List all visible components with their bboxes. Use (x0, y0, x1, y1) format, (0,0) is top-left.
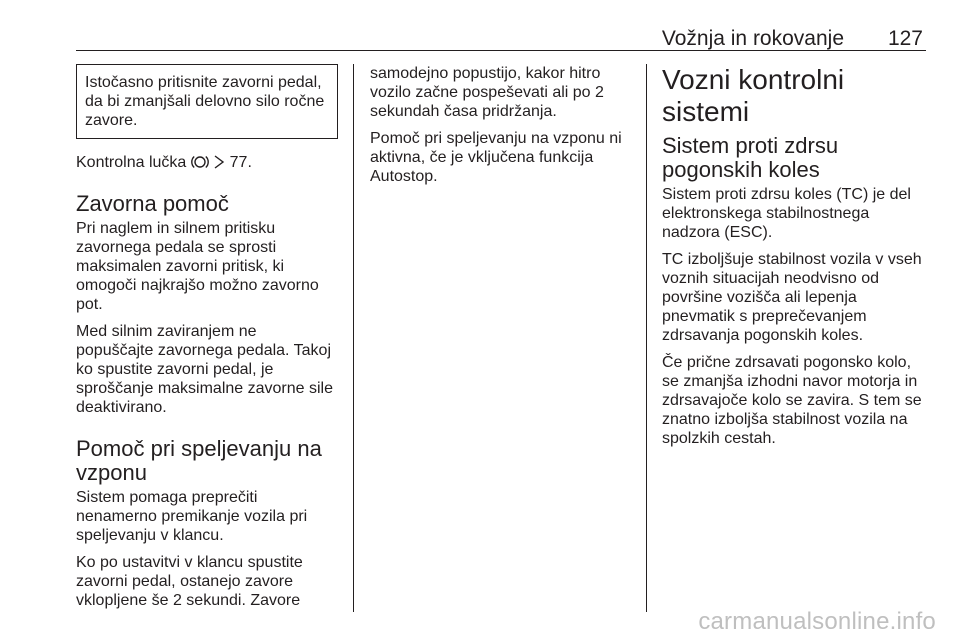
heading-hill-start-assist: Pomoč pri speljevanju na vzponu (76, 436, 322, 485)
page-reference-arrow-icon[interactable] (213, 154, 225, 170)
page-header (76, 0, 926, 50)
column-divider-2 (646, 64, 647, 612)
page-number: 127 (887, 27, 923, 50)
indicator-page-link[interactable]: 77. (229, 154, 252, 171)
notice-box (76, 64, 338, 139)
watermark: carmanualsonline.info (698, 608, 936, 635)
paragraph: samodejno popustijo, kakor hitro vozilo začne pospeševati ali po 2 sekundah časa pridržanja. (370, 65, 604, 120)
heading-brake-assist: Zavorna pomoč (76, 191, 229, 216)
header-rule (76, 50, 926, 51)
notice-text: Istočasno pritisnite zavorni pedal, da bi zmanjšali delovno silo ročne zavore. (85, 74, 325, 129)
indicator-label: Kontrolna lučka (76, 154, 187, 171)
paragraph: Pri naglem in silnem pritisku zavornega pedala se sprosti maksimalen zavorni pritisk, ki omogoči najkrajšo možno zavorno pot. (76, 220, 319, 313)
paragraph: TC izboljšuje stabilnost vozila v vseh voznih situacijah neodvisno od površine vozišča ali lepenja pnevmatik s preprečevanjem zdrsavanja pogonskih koles. (662, 251, 922, 344)
paragraph: Če prične zdrsavati pogonsko kolo, se zmanjša izhodni navor motorja in zdrsavajoče kolo se zavira. S tem se znatno izboljša stabilnost vozila na spolzkih cestah. (662, 354, 922, 447)
column-3 (662, 64, 930, 456)
paragraph: Med silnim zaviranjem ne popuščajte zavornega pedala. Takoj ko spustite zavorni pedal, je sproščanje maksimalne zavorne sile deaktivirano. (76, 323, 333, 416)
column-1 (76, 64, 338, 618)
indicator-reference (76, 153, 338, 172)
heading-driving-control-systems: Vozni kontrolni sistemi (662, 64, 845, 127)
heading-traction-control: Sistem proti zdrsu pogonskih koles (662, 133, 839, 182)
column-2 (370, 64, 632, 194)
paragraph: Sistem pomaga preprečiti nenamerno premikanje vozila pri speljevanju v klancu. (76, 489, 308, 544)
paragraph: Pomoč pri speljevanju na vzponu ni aktivna, če je vključena funkcija Autostop. (370, 130, 622, 185)
brake-warning-lamp-icon (191, 154, 209, 170)
section-title: Vožnja in rokovanje (661, 27, 844, 50)
paragraph: Ko po ustavitvi v klancu spustite zavorni pedal, ostanejo zavore vklopljene še 2 sekundi. Zavore (76, 554, 303, 609)
paragraph: Sistem proti zdrsu koles (TC) je del elektronskega stabilnostnega nadzora (ESC). (662, 186, 911, 241)
column-divider-1 (353, 64, 354, 612)
